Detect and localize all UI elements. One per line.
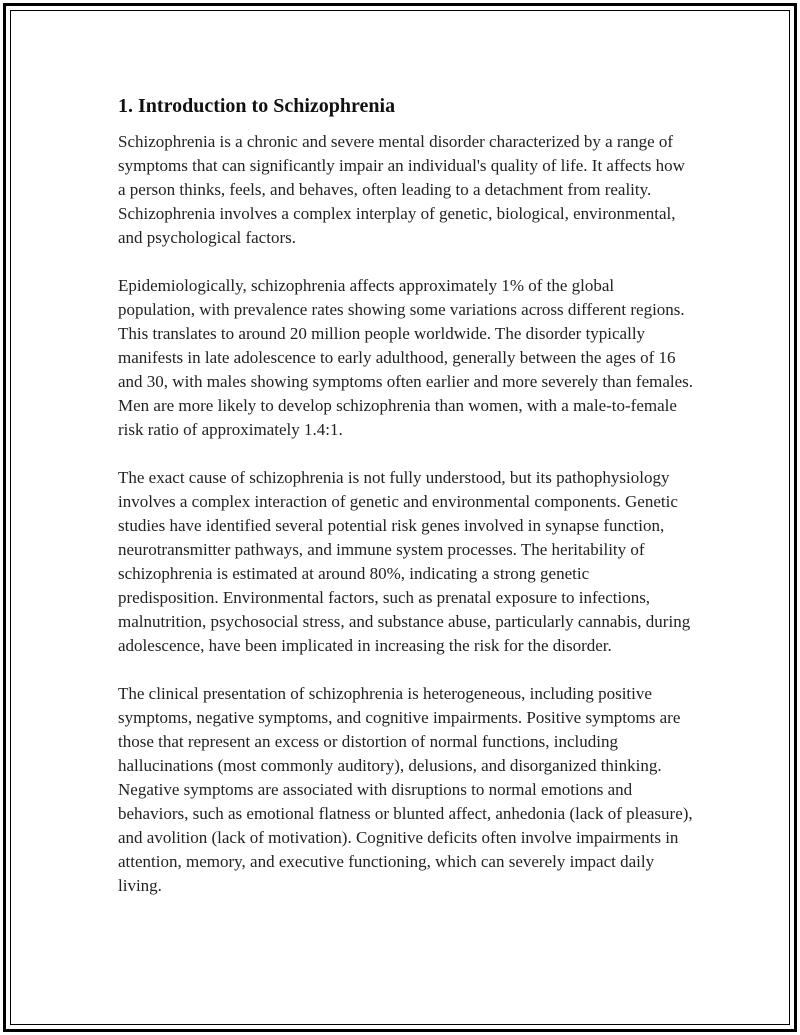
- section-heading: 1. Introduction to Schizophrenia: [118, 95, 396, 117]
- document-body: [118, 92, 693, 898]
- paragraph-definition: Schizophrenia is a chronic and severe mental disorder characterized by a range of symptoms that can significantly impair an individual's quality of life. It affects how a person thinks, feels, and behaves, often leading to a detachment from reality. Schizophrenia involves a complex interplay of genetic, biological, environmental, and psychological factors.: [118, 132, 685, 247]
- paragraph-epidemiology: Epidemiologically, schizophrenia affects approximately 1% of the global population, with prevalence rates showing some variations across different regions. This translates to around 20 million people worldwide. The disorder typically manifests in late adolescence to early adulthood, generally between the ages of 16 and 30, with males showing symptoms often earlier and more severely than females. Men are more likely to develop schizophrenia than women, with a male-to-female risk ratio of approximately 1.4:1.: [118, 276, 694, 439]
- paragraph-etiology: The exact cause of schizophrenia is not fully understood, but its pathophysiology involves a complex interaction of genetic and environmental components. Genetic studies have identified several potential risk genes involved in synapse function, neurotransmitter pathways, and immune system processes. The heritability of schizophrenia is estimated at around 80%, indicating a strong genetic predisposition. Environmental factors, such as prenatal exposure to infections, malnutrition, psychosocial stress, and substance abuse, particularly cannabis, during adolescence, have been implicated in increasing the risk for the disorder.: [118, 468, 691, 655]
- paragraph-clinical-presentation: The clinical presentation of schizophrenia is heterogeneous, including positive symptoms, negative symptoms, and cognitive impairments. Positive symptoms are those that represent an excess or distortion of normal functions, including hallucinations (most commonly auditory), delusions, and disorganized thinking. Negative symptoms are associated with disruptions to normal emotions and behaviors, such as emotional flatness or blunted affect, anhedonia (lack of pleasure), and avolition (lack of motivation). Cognitive deficits often involve impairments in attention, memory, and executive functioning, which can severely impact daily living.: [118, 684, 693, 895]
